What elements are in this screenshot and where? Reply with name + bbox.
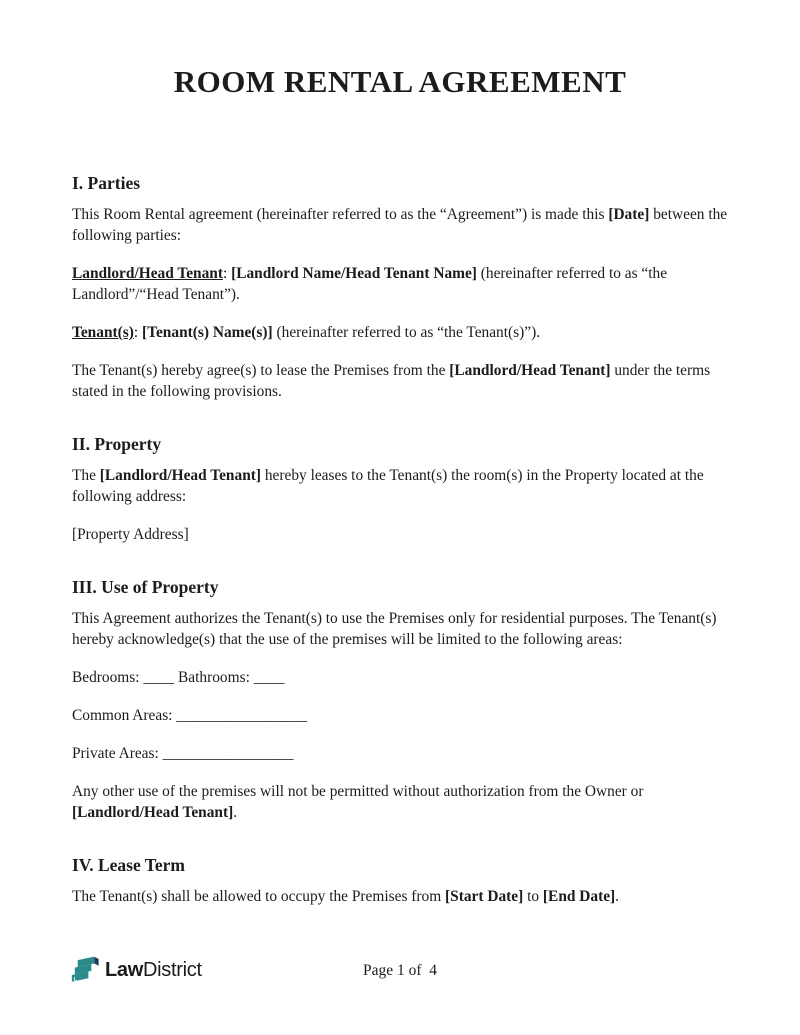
text-segment: (hereinafter referred to as “the Tenant(s)”). (272, 324, 541, 341)
text-segment: Private Areas: _________________ (72, 745, 294, 762)
placeholder-text: Landlord/Head Tenant (72, 265, 223, 282)
section-parties-heading: I. Parties (72, 173, 141, 193)
brand-name-law: Law (105, 958, 143, 981)
section-property (72, 419, 728, 562)
text-segment: . (615, 888, 620, 905)
section-use-of-property (72, 562, 728, 840)
paragraph (72, 781, 728, 823)
text-segment: : (222, 265, 232, 282)
text-segment: : (133, 324, 142, 341)
placeholder-text: Tenant(s) (72, 324, 134, 341)
paragraph-landlord-definition (72, 263, 728, 305)
text-segment: Any other use of the premises will not be permitted without authorization from the Owner or (72, 783, 644, 800)
section-lease-term-heading: IV. Lease Term (72, 855, 185, 875)
private-areas-blank-line (72, 743, 728, 764)
page-footer (72, 953, 728, 987)
text-segment: to (523, 888, 543, 905)
text-segment: [Property Address] (72, 526, 189, 543)
text-segment: (hereinafter referred to as “the Landlord”/“Head Tenant”). (72, 265, 668, 303)
text-segment: This Agreement authorizes the Tenant(s) to use the Premises only for residential purposes. The Tenant(s) hereby acknowledge(s) that the use of the premises will be limited to the following areas: (72, 610, 717, 648)
common-areas-blank-line (72, 705, 728, 726)
text-segment: . (233, 804, 238, 821)
placeholder-text: [Start Date] (445, 888, 524, 905)
text-segment: The Tenant(s) hereby agree(s) to lease the Premises from the (72, 362, 450, 379)
brand-name-district: District (143, 958, 202, 981)
page-indicator: Page 1 of 4 (362, 962, 438, 979)
section-property-heading: II. Property (72, 434, 162, 454)
placeholder-text: [Date] (608, 206, 650, 223)
svg-text:L: L (73, 977, 78, 984)
paragraph (72, 204, 728, 246)
section-use-of-property-heading: III. Use of Property (72, 577, 219, 597)
placeholder-text: [Landlord Name/Head Tenant Name] (231, 265, 477, 282)
placeholder-text: [Landlord/Head Tenant] (99, 467, 261, 484)
paragraph (72, 360, 728, 402)
placeholder-text: [Landlord/Head Tenant] (449, 362, 611, 379)
paragraph (72, 886, 728, 907)
paragraph (72, 608, 728, 650)
placeholder-text: [Tenant(s) Name(s)] (142, 324, 273, 341)
paragraph-tenant-definition (72, 322, 728, 343)
text-segment: hereby leases to the Tenant(s) the room(s) in the Property located at the following address: (72, 467, 704, 505)
document-title: ROOM RENTAL AGREEMENT (173, 64, 627, 99)
text-segment: under the terms stated in the following provisions. (72, 362, 711, 400)
placeholder-text: [End Date] (542, 888, 616, 905)
text-segment: Bedrooms: ____ Bathrooms: ____ (72, 669, 285, 686)
text-segment: The (72, 467, 100, 484)
property-address-placeholder (72, 524, 728, 545)
placeholder-text: [Landlord/Head Tenant] (72, 804, 234, 821)
bedrooms-bathrooms-blank-line (72, 667, 728, 688)
paragraph (72, 465, 728, 507)
section-lease-term (72, 840, 728, 924)
text-segment: between the following parties: (72, 206, 728, 244)
text-segment: Common Areas: _________________ (72, 707, 308, 724)
text-segment: The Tenant(s) shall be allowed to occupy the Premises from (72, 888, 446, 905)
text-segment: This Room Rental agreement (hereinafter referred to as the “Agreement”) is made this (72, 206, 609, 223)
section-parties (72, 158, 728, 419)
